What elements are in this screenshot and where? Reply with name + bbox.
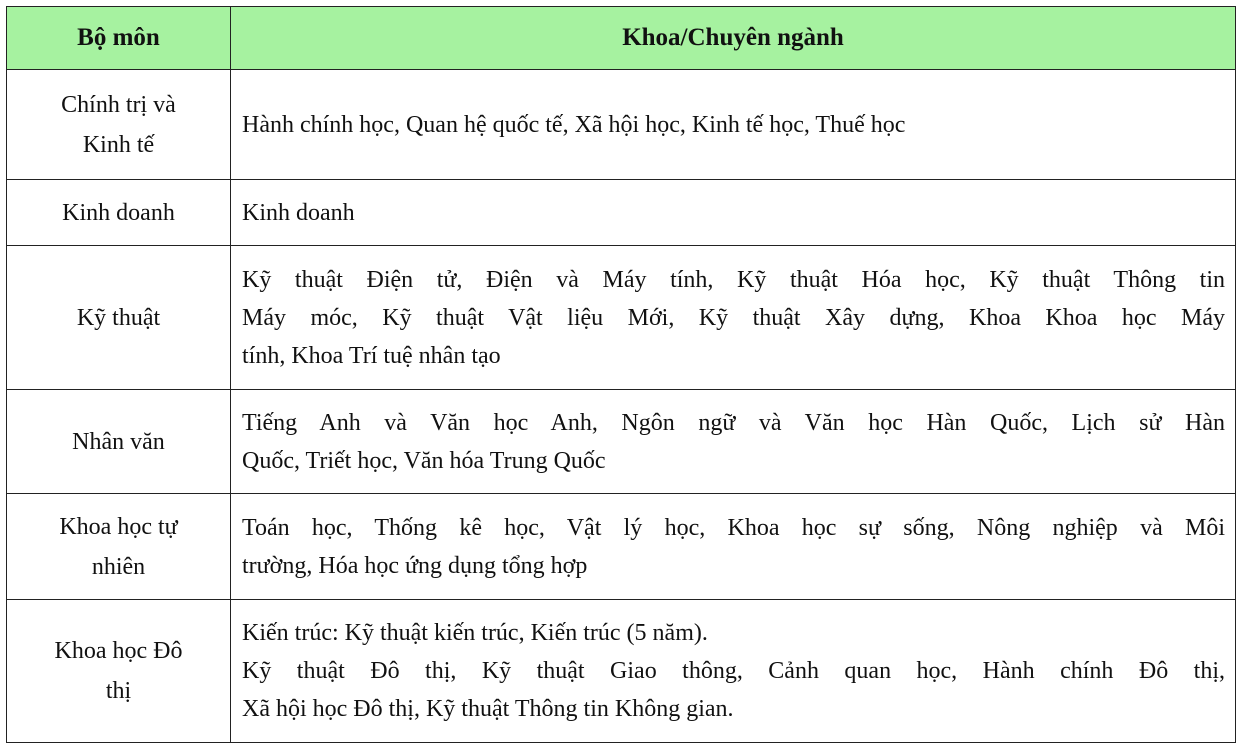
faculty-line: Kiến trúc: Kỹ thuật kiến trúc, Kiến trúc (5 năm). xyxy=(242,620,708,646)
subject-line: nhiên xyxy=(91,553,146,580)
table-row xyxy=(7,494,1236,600)
faculty-line: Xã hội học Đô thị, Kỹ thuật Thông tin Không gian. xyxy=(242,696,734,722)
subject-cell xyxy=(7,494,231,600)
faculty-line: Toán học, Thống kê học, Vật lý học, Khoa học sự sống, Nông nghiệp và Môi xyxy=(242,514,1225,541)
subject-line: Kỹ thuật xyxy=(76,304,161,331)
subject-line: Chính trị và xyxy=(61,91,176,118)
faculty-cell xyxy=(231,180,1236,246)
faculty-line: Kỹ thuật Điện tử, Điện và Máy tính, Kỹ thuật Hóa học, Kỹ thuật Thông tin xyxy=(242,266,1225,293)
faculty-cell xyxy=(231,70,1236,180)
faculty-line: Quốc, Triết học, Văn hóa Trung Quốc xyxy=(242,447,606,474)
faculty-cell xyxy=(231,494,1236,600)
table-row xyxy=(7,600,1236,743)
subject-line: Khoa học tự xyxy=(59,513,178,540)
table-row xyxy=(7,70,1236,180)
subject-line: Kinh doanh xyxy=(62,199,175,226)
header-faculty: Khoa/Chuyên ngành xyxy=(231,7,1236,70)
table-row xyxy=(7,246,1236,390)
faculty-line: trường, Hóa học ứng dụng tổng hợp xyxy=(242,552,588,579)
subject-cell xyxy=(7,390,231,494)
faculty-line: Tiếng Anh và Văn học Anh, Ngôn ngữ và Văn học Hàn Quốc, Lịch sử Hàn xyxy=(242,409,1225,436)
faculty-cell xyxy=(231,600,1236,743)
header-subject: Bộ môn xyxy=(7,7,231,70)
faculty-cell xyxy=(231,246,1236,390)
subject-line: Nhân văn xyxy=(72,428,165,455)
faculty-line: Kỹ thuật Đô thị, Kỹ thuật Giao thông, Cảnh quan học, Hành chính Đô thị, xyxy=(242,658,1225,684)
faculty-line: Máy móc, Kỹ thuật Vật liệu Mới, Kỹ thuật Xây dựng, Khoa Khoa học Máy xyxy=(242,304,1225,331)
faculty-line: Hành chính học, Quan hệ quốc tế, Xã hội học, Kinh tế học, Thuế học xyxy=(242,111,906,138)
subject-line: thị xyxy=(105,678,132,704)
faculty-cell xyxy=(231,390,1236,494)
faculty-line: tính, Khoa Trí tuệ nhân tạo xyxy=(242,342,501,369)
subject-cell xyxy=(7,180,231,246)
faculty-line: Kinh doanh xyxy=(242,199,355,226)
table-row xyxy=(7,180,1236,246)
subject-cell xyxy=(7,70,231,180)
table-header-row xyxy=(7,7,1236,70)
faculty-table xyxy=(6,6,1236,743)
table-row xyxy=(7,390,1236,494)
subject-line: Kinh tế xyxy=(82,131,155,158)
subject-cell xyxy=(7,600,231,743)
subject-cell xyxy=(7,246,231,390)
subject-line: Khoa học Đô xyxy=(54,638,183,664)
